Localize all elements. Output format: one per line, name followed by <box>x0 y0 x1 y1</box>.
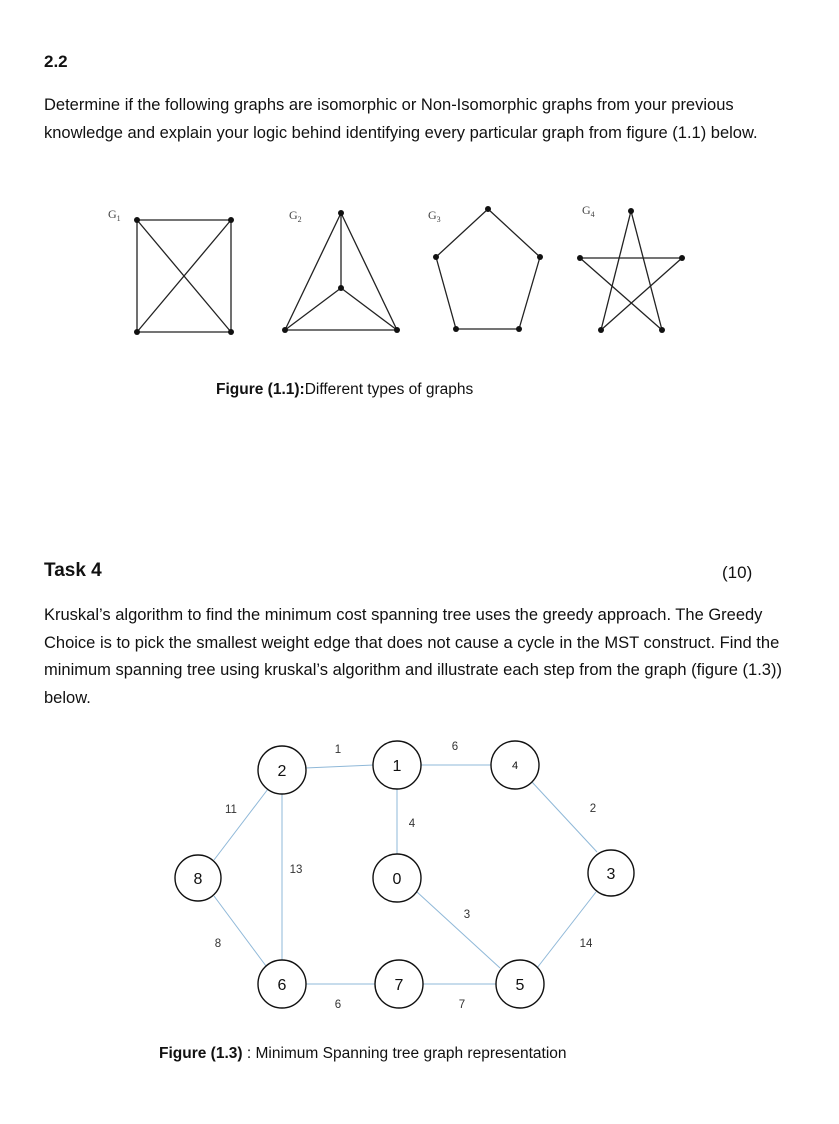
edge-weight: 4 <box>408 818 416 830</box>
question-text: Determine if the following graphs are isomorphic or Non-Isomorphic graphs from your previous knowledge and explain your logic behind identifying every particular graph from figure (1.1) below. <box>44 96 758 142</box>
edge-weight: 1 <box>334 744 342 756</box>
edge-weight: 7 <box>458 999 466 1011</box>
edge-3-5 <box>537 892 596 968</box>
graph-label-g1: $G_1$ <box>108 207 121 223</box>
task-text: Kruskal’s algorithm to find the minimum cost spanning tree uses the greedy approach. The Greedy Choice is to pick the smallest weight edge that does not cause a cycle in the MST construct. Find the minimum spanning tree using kruskal’s algorithm and illustrate each step from the graph (figure (1.3)) below. <box>44 606 782 707</box>
node-label: 5 <box>515 977 525 994</box>
node-label: 7 <box>394 977 404 994</box>
node-label: 2 <box>277 763 287 780</box>
task-title: Task 4 <box>44 560 102 581</box>
node-label: 1 <box>392 758 402 775</box>
figure-1-1-caption: Figure (1.1):Different types of graphs <box>216 381 474 398</box>
node-label: 6 <box>277 977 287 994</box>
node-label: 8 <box>193 871 203 888</box>
section-number: 2.2 <box>44 52 68 71</box>
edge-2-8 <box>214 789 268 860</box>
node-label: 3 <box>606 866 616 883</box>
node-label: 0 <box>392 871 402 888</box>
graph-label-g4: $G_4$ <box>582 203 595 219</box>
edge-8-6 <box>214 896 266 966</box>
edge-weight: 3 <box>463 909 471 921</box>
node-label: 4 <box>511 760 519 772</box>
edge-weight: 6 <box>451 741 459 753</box>
edge-weight: 6 <box>334 999 342 1011</box>
graph-label-g2: $G_2$ <box>289 208 302 224</box>
edge-weight: 14 <box>579 938 593 950</box>
edge-weight: 2 <box>589 803 597 815</box>
figure-1-3-caption: Figure (1.3) : Minimum Spanning tree graph representation <box>159 1045 567 1062</box>
task-marks: (10) <box>722 563 753 582</box>
edge-weight: 13 <box>289 864 303 876</box>
edge-4-3 <box>532 782 597 852</box>
edge-2-1 <box>305 765 374 768</box>
graph-label-g3: $G_3$ <box>428 208 441 224</box>
edge-weight: 11 <box>225 804 237 816</box>
edge-0-5 <box>417 892 500 968</box>
edge-weight: 8 <box>214 938 222 950</box>
